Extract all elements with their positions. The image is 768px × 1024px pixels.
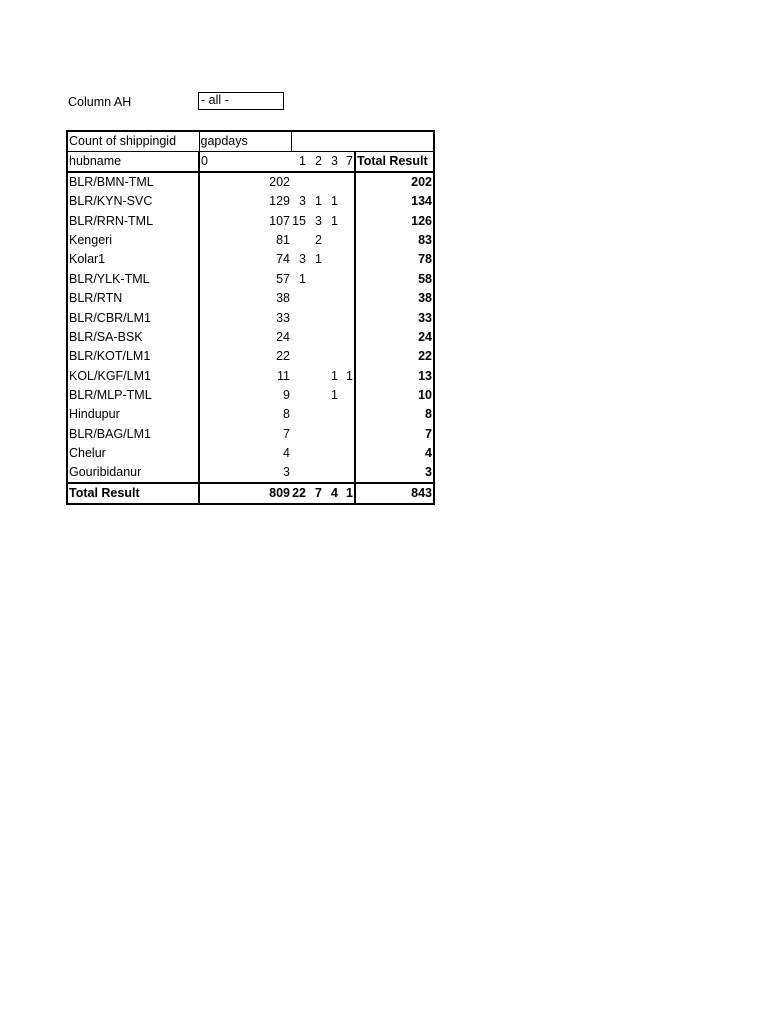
table-cell: 33 bbox=[199, 308, 291, 327]
table-cell bbox=[339, 444, 355, 463]
table-cell: 9 bbox=[199, 386, 291, 405]
table-cell bbox=[339, 308, 355, 327]
row-label[interactable]: BLR/CBR/LM1 bbox=[67, 308, 199, 327]
row-total: 78 bbox=[355, 250, 434, 269]
table-cell bbox=[339, 405, 355, 424]
table-cell bbox=[307, 425, 323, 444]
grand-total-cell: 809 bbox=[199, 483, 291, 504]
table-cell bbox=[307, 444, 323, 463]
table-cell bbox=[339, 386, 355, 405]
table-row bbox=[67, 367, 434, 386]
grand-total-label: Total Result bbox=[67, 483, 199, 504]
table-cell: 1 bbox=[346, 368, 353, 383]
table-cell: 57 bbox=[199, 270, 291, 289]
table-cell: 1 bbox=[315, 194, 322, 209]
table-row bbox=[67, 192, 434, 211]
table-cell bbox=[339, 192, 355, 211]
table-cell bbox=[307, 347, 323, 366]
table-cell: 1 bbox=[315, 252, 322, 267]
table-cell: 1 bbox=[331, 388, 338, 403]
table-row bbox=[67, 444, 434, 463]
row-label[interactable]: BLR/KYN-SVC bbox=[67, 192, 199, 211]
row-label[interactable]: Gouribidanur bbox=[67, 463, 199, 483]
filter-label: Column AH bbox=[68, 95, 132, 109]
table-cell bbox=[291, 444, 307, 463]
table-row bbox=[67, 347, 434, 366]
pivot-header-row-2 bbox=[67, 152, 434, 173]
table-row bbox=[67, 270, 434, 289]
row-label[interactable]: BLR/BAG/LM1 bbox=[67, 425, 199, 444]
table-row bbox=[67, 463, 434, 483]
table-cell bbox=[291, 308, 307, 327]
row-total: 58 bbox=[355, 270, 434, 289]
table-cell bbox=[323, 250, 339, 269]
table-cell bbox=[291, 328, 307, 347]
table-row bbox=[67, 405, 434, 424]
table-cell: 3 bbox=[199, 463, 291, 483]
table-cell bbox=[307, 308, 323, 327]
row-total: 33 bbox=[355, 308, 434, 327]
table-cell: 15 bbox=[292, 213, 306, 228]
table-cell bbox=[339, 463, 355, 483]
row-total: 13 bbox=[355, 367, 434, 386]
table-cell bbox=[291, 405, 307, 424]
row-total: 83 bbox=[355, 231, 434, 250]
data-field-label[interactable]: Count of shippingid bbox=[67, 131, 199, 152]
row-label[interactable]: BLR/BMN-TML bbox=[67, 172, 199, 192]
table-cell bbox=[339, 250, 355, 269]
table-cell: 1 bbox=[299, 271, 306, 286]
table-cell bbox=[323, 289, 339, 308]
table-cell bbox=[339, 231, 355, 250]
table-cell bbox=[323, 405, 339, 424]
table-cell: 81 bbox=[199, 231, 291, 250]
table-cell bbox=[323, 425, 339, 444]
table-cell bbox=[307, 270, 323, 289]
row-total: 202 bbox=[355, 172, 434, 192]
column-header-3[interactable]: 3 bbox=[323, 152, 339, 173]
table-row bbox=[67, 289, 434, 308]
column-header-total: Total Result bbox=[355, 152, 434, 173]
table-cell: 3 bbox=[315, 213, 322, 228]
table-cell: 11 bbox=[199, 367, 291, 386]
row-field-label[interactable]: hubname bbox=[67, 152, 199, 173]
table-cell bbox=[339, 328, 355, 347]
row-label[interactable]: BLR/YLK-TML bbox=[67, 270, 199, 289]
row-total: 126 bbox=[355, 211, 434, 230]
table-cell: 129 bbox=[199, 192, 291, 211]
table-cell: 107 bbox=[199, 211, 291, 230]
table-row bbox=[67, 308, 434, 327]
table-cell bbox=[323, 347, 339, 366]
table-cell bbox=[291, 425, 307, 444]
pivot-table bbox=[66, 130, 435, 505]
table-cell: 1 bbox=[331, 368, 338, 383]
column-field-label[interactable]: gapdays bbox=[199, 131, 291, 152]
table-row bbox=[67, 386, 434, 405]
row-label[interactable]: BLR/KOT/LM1 bbox=[67, 347, 199, 366]
table-cell: 3 bbox=[299, 252, 306, 267]
row-label[interactable]: BLR/SA-BSK bbox=[67, 328, 199, 347]
column-header-0[interactable]: 0 bbox=[199, 152, 291, 173]
table-cell: 38 bbox=[199, 289, 291, 308]
column-header-1[interactable]: 1 bbox=[291, 152, 307, 173]
table-cell bbox=[323, 463, 339, 483]
table-cell bbox=[339, 425, 355, 444]
table-cell: 2 bbox=[315, 232, 322, 247]
row-label[interactable]: BLR/RTN bbox=[67, 289, 199, 308]
table-cell bbox=[307, 463, 323, 483]
table-cell bbox=[339, 172, 355, 192]
table-cell bbox=[291, 172, 307, 192]
table-cell bbox=[307, 289, 323, 308]
column-header-2[interactable]: 2 bbox=[307, 152, 323, 173]
pivot-body bbox=[67, 172, 434, 504]
column-header-7[interactable]: 7 bbox=[339, 152, 355, 173]
table-cell bbox=[307, 367, 323, 386]
row-total: 22 bbox=[355, 347, 434, 366]
row-total: 38 bbox=[355, 289, 434, 308]
table-row bbox=[67, 172, 434, 192]
row-label[interactable]: Kolar1 bbox=[67, 250, 199, 269]
table-cell bbox=[291, 463, 307, 483]
table-cell bbox=[323, 172, 339, 192]
grand-total-cell: 7 bbox=[307, 483, 323, 504]
table-cell: 24 bbox=[199, 328, 291, 347]
pivot-header-row-1 bbox=[67, 131, 434, 152]
table-cell bbox=[339, 211, 355, 230]
table-cell bbox=[291, 386, 307, 405]
table-cell: 8 bbox=[199, 405, 291, 424]
table-cell bbox=[323, 328, 339, 347]
row-total: 4 bbox=[355, 444, 434, 463]
table-cell bbox=[291, 289, 307, 308]
row-total: 3 bbox=[355, 463, 434, 483]
row-label[interactable]: Chelur bbox=[67, 444, 199, 463]
table-row bbox=[67, 231, 434, 250]
table-cell bbox=[307, 386, 323, 405]
table-cell bbox=[307, 405, 323, 424]
table-cell: 74 bbox=[199, 250, 291, 269]
row-label[interactable]: BLR/RRN-TML bbox=[67, 211, 199, 230]
grand-total-cell: 4 bbox=[323, 483, 339, 504]
grand-total-value: 843 bbox=[355, 483, 434, 504]
row-total: 8 bbox=[355, 405, 434, 424]
table-cell: 3 bbox=[299, 194, 306, 209]
table-cell bbox=[323, 444, 339, 463]
column-field-spacer bbox=[291, 131, 434, 152]
grand-total-row bbox=[67, 483, 434, 504]
table-cell bbox=[323, 308, 339, 327]
table-cell: 4 bbox=[199, 444, 291, 463]
grand-total-cell: 1 bbox=[339, 483, 355, 504]
table-cell: 1 bbox=[331, 213, 338, 228]
table-cell bbox=[339, 289, 355, 308]
row-total: 10 bbox=[355, 386, 434, 405]
table-cell bbox=[339, 270, 355, 289]
table-cell bbox=[291, 347, 307, 366]
table-cell bbox=[323, 231, 339, 250]
row-label[interactable]: Hindupur bbox=[67, 405, 199, 424]
table-cell bbox=[339, 347, 355, 366]
table-cell bbox=[307, 328, 323, 347]
table-cell bbox=[307, 172, 323, 192]
row-label[interactable]: BLR/MLP-TML bbox=[67, 386, 199, 405]
table-row bbox=[67, 250, 434, 269]
row-total: 7 bbox=[355, 425, 434, 444]
row-label[interactable]: Kengeri bbox=[67, 231, 199, 250]
table-cell: 7 bbox=[199, 425, 291, 444]
row-label[interactable]: KOL/KGF/LM1 bbox=[67, 367, 199, 386]
table-cell: 22 bbox=[199, 347, 291, 366]
table-row bbox=[67, 328, 434, 347]
table-cell bbox=[291, 231, 307, 250]
row-total: 134 bbox=[355, 192, 434, 211]
table-cell bbox=[291, 367, 307, 386]
grand-total-cell: 22 bbox=[291, 483, 307, 504]
table-row bbox=[67, 211, 434, 230]
table-cell bbox=[323, 270, 339, 289]
row-total: 24 bbox=[355, 328, 434, 347]
filter-dropdown[interactable]: - all - bbox=[198, 92, 284, 110]
table-cell: 1 bbox=[331, 194, 338, 209]
table-cell: 202 bbox=[199, 172, 291, 192]
table-row bbox=[67, 425, 434, 444]
